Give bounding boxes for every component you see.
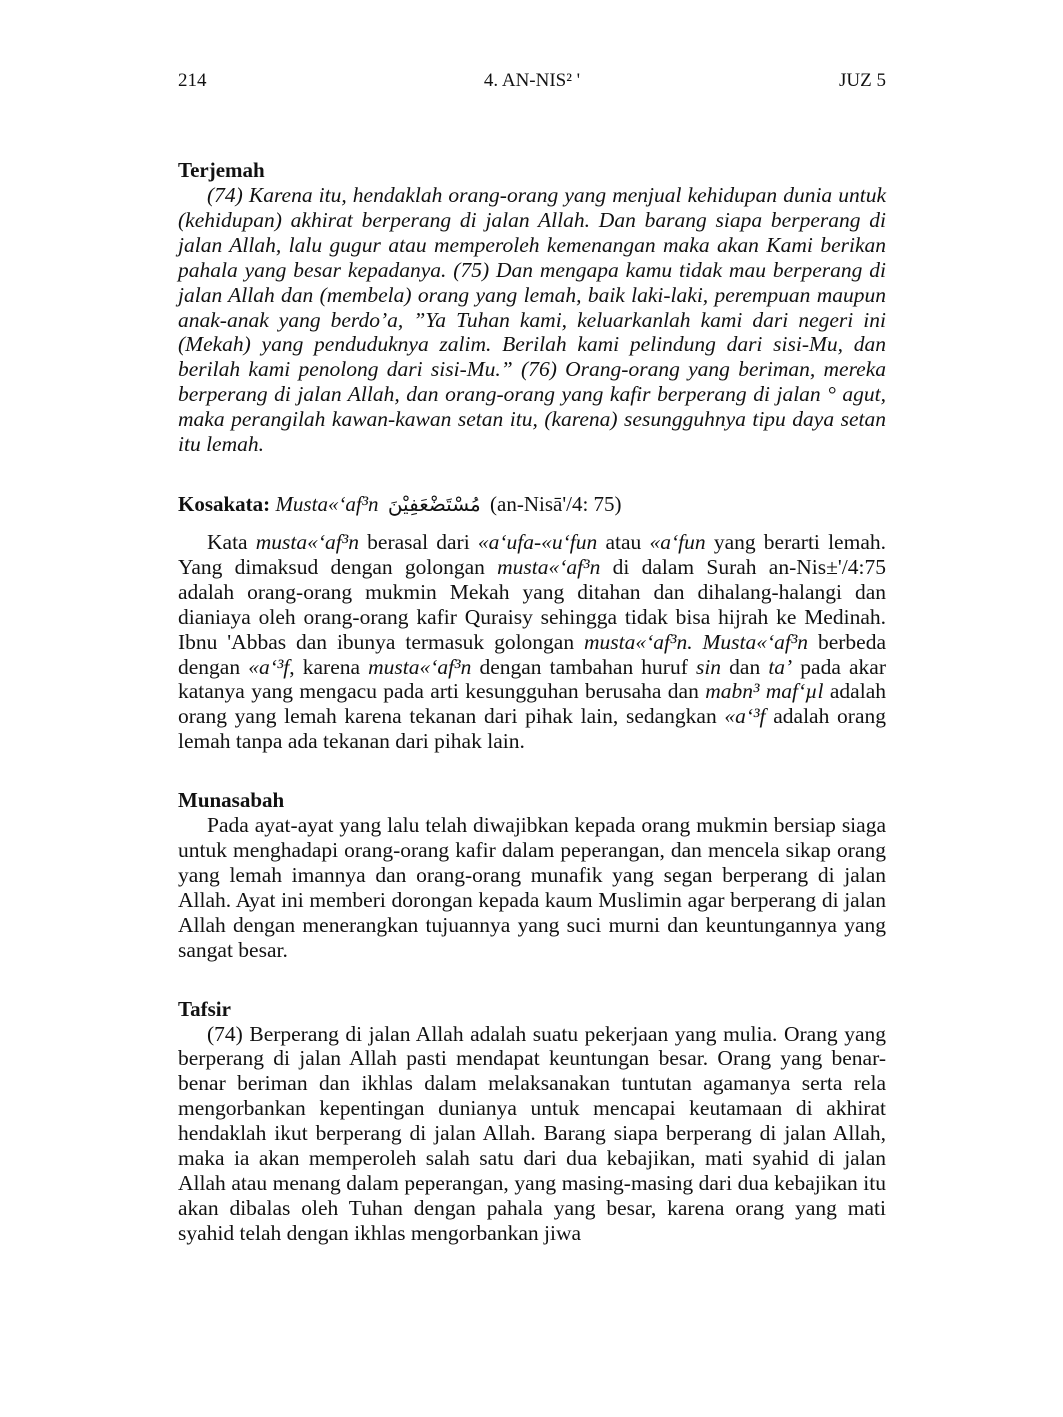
munasabah-heading: Munasabah <box>178 788 285 813</box>
tafsir-heading: Tafsir <box>178 996 231 1021</box>
page-number: 214 <box>178 70 207 91</box>
page-header <box>178 70 886 100</box>
juz-label: JUZ 5 <box>839 70 886 91</box>
kosakata-arabic: مُسْتَضْعَفِيْنَ <box>387 491 481 516</box>
terjemah-text: (74) Karena itu, hendaklah orang-orang yang menjual kehidupan dunia untuk (kehidupan) akhirat berperang di jalan Allah. Dan barang siapa berperang di jalan Allah, lalu gugur atau memperoleh kemenangan maka akan Kami berikan pahala yang besar kepadanya. (75) Dan mengapa kamu tidak mau berperang di jalan Allah dan (membela) orang yang lemah, baik laki-laki, perempuan maupun anak-anak yang berdo’a, ”Ya Tuhan kami, keluarkanlah kami dari negeri ini (Mekah) yang penduduknya zalim. Berilah kami pelindung dari sisi-Mu, dan berilah kami penolong dari sisi-Mu.” (76) Orang-orang yang beriman, mereka berperang di jalan Allah, dan orang-orang yang kafir berperang di jalan ° agut, maka perangilah kawan-kawan setan itu, (karena) sesungguhnya tipu daya setan itu lemah. <box>178 183 886 457</box>
surah-title: 4. AN-NIS² ' <box>483 70 581 91</box>
kosakata-term: Musta«‘af³n <box>275 491 379 516</box>
kosakata-text: Kata musta«‘af³n berasal dari «a‘ufa-«u‘fun atau «a‘fun yang berarti lemah. Yang dimaksud dengan golongan musta«‘af³n di dalam Surah an-Nis±'/4:75 adalah orang-orang mukmin Mekah yang ditahan dan dihalang-halangi dan dianiaya oleh orang-orang kafir Quraisy sehingga tidak bisa hijrah ke Medinah. Ibnu 'Abbas dan ibunya termasuk golongan musta«‘af³n. Musta«‘af³n berbeda dengan «a‘³f, karena musta«‘af³n dengan tambahan huruf sin dan ta’ pada akar katanya yang mengacu pada arti kesungguhan berusaha dan mabn³ maf‘µl adalah orang yang lemah karena tekanan dari pihak lain, sedangkan «a‘³f adalah orang lemah tanpa ada tekanan dari pihak lain. <box>178 529 887 754</box>
terjemah-heading: Terjemah <box>178 158 265 182</box>
kosakata-reference: (an-Nisā'/4: 75) <box>490 491 622 516</box>
kosakata-label: Kosakata: <box>178 491 271 516</box>
kosakata-heading-line <box>178 490 886 518</box>
tafsir-text: (74) Berperang di jalan Allah adalah suatu pekerjaan yang mulia. Orang yang berperang di jalan Allah pasti mendapat keuntungan besar. Orang yang benar-benar beriman dan ikhlas dalam melaksanakan tuntutan agamanya serta rela mengorbankan kepentingan dunianya untuk mencapai keutamaan di akhirat hendaklah ikut berperang di jalan Allah. Barang siapa berperang di jalan Allah, maka ia akan memperoleh salah satu dari dua kebajikan, mati syahid di jalan Allah atau menang dalam peperangan, yang masing-masing dari dua kebajikan itu akan dibalas oleh Tuhan dengan pahala yang besar, karena orang yang mati syahid telah dengan ikhlas mengorbankan jiwa <box>178 1021 886 1245</box>
munasabah-text: Pada ayat-ayat yang lalu telah diwajibkan kepada orang mukmin bersiap siaga untuk menghadapi orang-orang kafir dalam peperangan, dan mencela sikap orang yang lemah imannya dan orang-orang munafik yang segan berperang di jalan Allah. Ayat ini memberi dorongan kepada kaum Muslimin agar berperang di jalan Allah dengan menerangkan tujuannya yang suci murni dan keuntungannya yang sangat besar. <box>178 813 886 962</box>
page-content <box>178 157 886 1246</box>
